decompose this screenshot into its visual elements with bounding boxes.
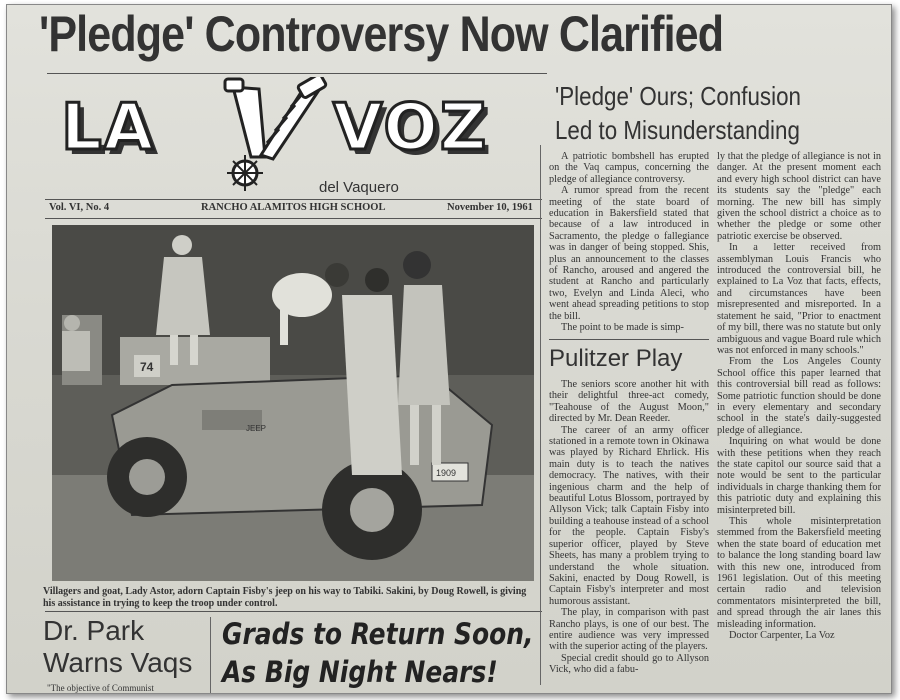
pledge-paragraph: Doctor Carpenter, La Voz	[729, 630, 835, 642]
masthead-title-right: VOZ	[333, 91, 489, 165]
masthead	[47, 85, 547, 195]
pledge-paragraph: The point to be made is simp-	[561, 322, 684, 334]
volume-number: Vol. VI, No. 4	[49, 202, 110, 213]
grads-line-2: As Big Night Nears!	[222, 655, 498, 689]
crate-label: 74	[140, 360, 154, 374]
jeep-photo	[52, 225, 534, 581]
main-headline: 'Pledge' Controversy Now Clarified	[39, 6, 724, 62]
masthead-title-left: LA	[61, 91, 156, 165]
issue-bar-bottom-rule	[45, 218, 542, 219]
pledge-paragraph: In a letter received from assemblyman Louis Francis who introduced the controversial bill, he explained to La Voz that facts, effects, and circumstances have been misrepresented and misreported. In a statement he said, "Prior to enactment of my bill, there was no statute but only ambiguous and vague Board rule which was not enforced in many schools."	[717, 242, 881, 356]
pledge-paragraph: A rumor spread from the recent meeting of the state board of education in Bakersfield stated that because of a law introduced in Sacramento, the pledge o fallegiance was in danger of being stopped. Shis, plus an announcement to the classes of Rancho, aroused and angered the student at Rancho and particularly two, Evelyn and Linda Aleci, who went ahead spreading petitions to stop the bill.	[549, 185, 709, 322]
pledge-paragraph: From the Los Angeles County School office this paper learned that this controversial bill read as follows: Some patriotic function should be done in every elementary and secondary school in the state's daily-suggested pledge of allegiance.	[717, 356, 881, 436]
issue-bar	[45, 202, 542, 218]
pulitzer-paragraph: Special credit should go to Allyson Vick, who did a fabu-	[549, 652, 709, 676]
dr-park-line-2: Warns Vaqs	[43, 647, 193, 678]
dr-park-lead: "The objective of Communist	[47, 683, 154, 693]
pledge-column-a	[549, 151, 709, 334]
pulitzer-paragraph: The seniors score another hit with their delightful three-act comedy, "Teahouse of the August Moon," directed by Mr. Dean Reeder.	[549, 379, 709, 425]
photo-caption: Villagers and goat, Lady Astor, adorn Captain Fisby's jeep on his way to Tabiki. Sakini, by Doug Rowell, is giving his assistance in trying to keep the troop under control.	[43, 586, 527, 609]
dr-park-headline	[43, 615, 203, 679]
jeep-photo-image	[52, 225, 534, 581]
masthead-subtitle: del Vaquero	[319, 179, 399, 196]
pulitzer-rule	[549, 339, 709, 340]
pledge-paragraph: Inquiring on what would be done with these petitions when they reach the state capitol our source said that a note would be sent to the particular individuals in charge thanking them for this patriotic duty and explaining this misinterpreted bill.	[717, 436, 881, 516]
pledge-paragraph: A patriotic bombshell has erupted on the Vaq campus, concerning the pledge of allegiance controversy.	[549, 151, 709, 185]
dr-park-line-1: Dr. Park	[43, 615, 145, 646]
caption-rule	[45, 611, 542, 612]
pledge-subhead-line-1: 'Pledge' Ours; Confusion	[555, 81, 801, 111]
grads-headline	[222, 615, 534, 691]
grads-line-1: Grads to Return Soon,	[222, 617, 534, 651]
pledge-subhead-line-2: Led to Misunderstanding	[555, 115, 800, 145]
newspaper-scan-frame	[6, 4, 892, 694]
pulitzer-column	[549, 379, 709, 676]
pledge-subhead	[555, 79, 839, 147]
pledge-paragraph: ly that the pledge of allegiance is not in danger. At the present moment each and every high school district can have its students say the "pledge" each morning. The new bill has simply given the school district a choice as to whether the pledge or some other patriotic exercise be observed.	[717, 151, 881, 242]
column-divider	[540, 145, 541, 685]
pulitzer-paragraph: The career of an army officer stationed in a remote town in Okinawa was played by Richard Ehrlick. His main duty is to teach the natives democracy. The natives, with their ingenious charm and the help of beautiful Lotus Blossom, portrayed by Allyson Vick; talk Captain Fisby into building a teahouse instead of a school for the people. Captain Fisby's superior officer, played by Steve Sheets, has many a problem trying to understand the whole situation. Sakini, enacted by Doug Rowell, is Captain Fisby's interpreter and most humorous assistant.	[549, 424, 709, 607]
newspaper-page	[7, 5, 891, 693]
issue-bar-top-rule	[45, 199, 542, 200]
jeep-label: JEEP	[246, 424, 267, 433]
pledge-column-b	[717, 151, 881, 641]
pledge-paragraph: This whole misinterpretation stemmed from the Bakersfield meeting when the state board of education met to balance the long standing board law with this new one, introduced from 1961 legislation. Out of this meeting certain radio and television commentators misinterpreted the bill, and spread through the air lanes this misleading information.	[717, 516, 881, 630]
pulitzer-heading: Pulitzer Play	[549, 345, 683, 372]
pulitzer-paragraph: The play, in comparison with past Rancho plays, is one of our best. The entire audience was very impressed with the superior acting of the players.	[549, 607, 709, 653]
school-name: RANCHO ALAMITOS HIGH SCHOOL	[201, 202, 386, 213]
bottom-column-rule	[210, 617, 211, 693]
plate-label: 1909	[436, 468, 457, 478]
headline-rule	[47, 73, 547, 74]
issue-date: November 10, 1961	[447, 202, 533, 213]
